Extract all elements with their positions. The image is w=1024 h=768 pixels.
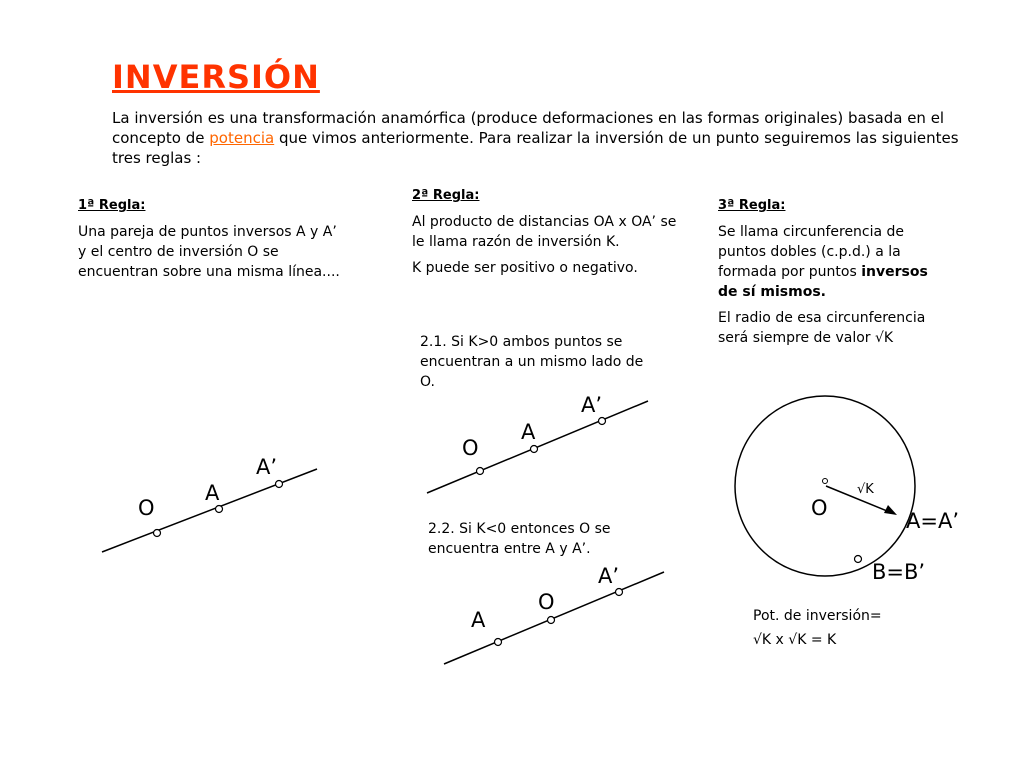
diagram1-point-a-prime <box>276 481 283 488</box>
diagram1-point-o <box>154 530 161 537</box>
rule1-heading: 1ª Regla: <box>78 198 146 213</box>
diagram21-point-a <box>531 446 538 453</box>
rule3-radius-text: El radio de esa circunferencia será siempre de valor √K <box>718 310 926 346</box>
rule2-heading: 2ª Regla: <box>412 188 480 203</box>
double-points-circle <box>735 396 915 576</box>
diagram1-point-a <box>216 506 223 513</box>
diagram22-point-a <box>495 639 502 646</box>
rule1-text: Una pareja de puntos inversos A y A’ y el centro de inversión O se encuentran sobre una misma línea.... <box>78 224 340 280</box>
diagram21-point-a-prime <box>599 418 606 425</box>
diagram3-label-b-eq: B=B’ <box>872 560 926 584</box>
rule2-case2: 2.2. Si K<0 entonces O se encuentra entre A y A’. <box>428 521 611 557</box>
diagram22-label-a: A <box>471 608 486 632</box>
rule3-text-start: Se llama circunferencia de puntos dobles (c.p.d.) a la formada por puntos <box>718 224 905 280</box>
power-line1: Pot. de inversión= <box>753 608 882 624</box>
diagram21-label-o: O <box>462 436 479 460</box>
diagram22-point-a-prime <box>616 589 623 596</box>
diagram1-label-a-prime: A’ <box>256 455 278 479</box>
diagram22-label-a-prime: A’ <box>598 564 620 588</box>
intro-text-end: que vimos anteriormente. Para realizar la inversión de un punto seguiremos las siguientes tres reglas : <box>112 129 959 167</box>
diagram3-center-point <box>823 479 828 484</box>
diagram21-label-a: A <box>521 420 536 444</box>
diagram1-label-a: A <box>205 481 220 505</box>
rule2-case1: 2.1. Si K>0 ambos puntos se encuentran a un mismo lado de O. <box>420 334 644 390</box>
diagram3-point-b <box>855 556 862 563</box>
diagram21-label-a-prime: A’ <box>581 393 603 417</box>
rule3-bold-text: inversos de sí mismos. <box>718 264 928 300</box>
diagram3-label-sqrtk: √K <box>857 482 874 497</box>
rule2-p1: Al producto de distancias OA x OA’ se le llama razón de inversión K. <box>412 214 677 250</box>
diagram21-point-o <box>477 468 484 475</box>
potencia-link[interactable]: potencia <box>209 129 275 147</box>
rule3-heading: 3ª Regla: <box>718 198 786 213</box>
rule2-p2: K puede ser positivo o negativo. <box>412 260 638 276</box>
diagram1-label-o: O <box>138 496 155 520</box>
arrow-head-icon <box>884 505 897 515</box>
diagram3-label-a-eq: A=A’ <box>906 509 960 533</box>
diagram22-point-o <box>548 617 555 624</box>
intro-text-start: La inversión es una transformación anamórfica (produce deformaciones en las formas originales) basada en el concepto de <box>112 109 945 147</box>
power-line2: √K x √K = K <box>753 632 837 648</box>
page-title: INVERSIÓN <box>112 58 320 96</box>
diagram22-label-o: O <box>538 590 555 614</box>
diagram3-label-o: O <box>811 496 828 520</box>
